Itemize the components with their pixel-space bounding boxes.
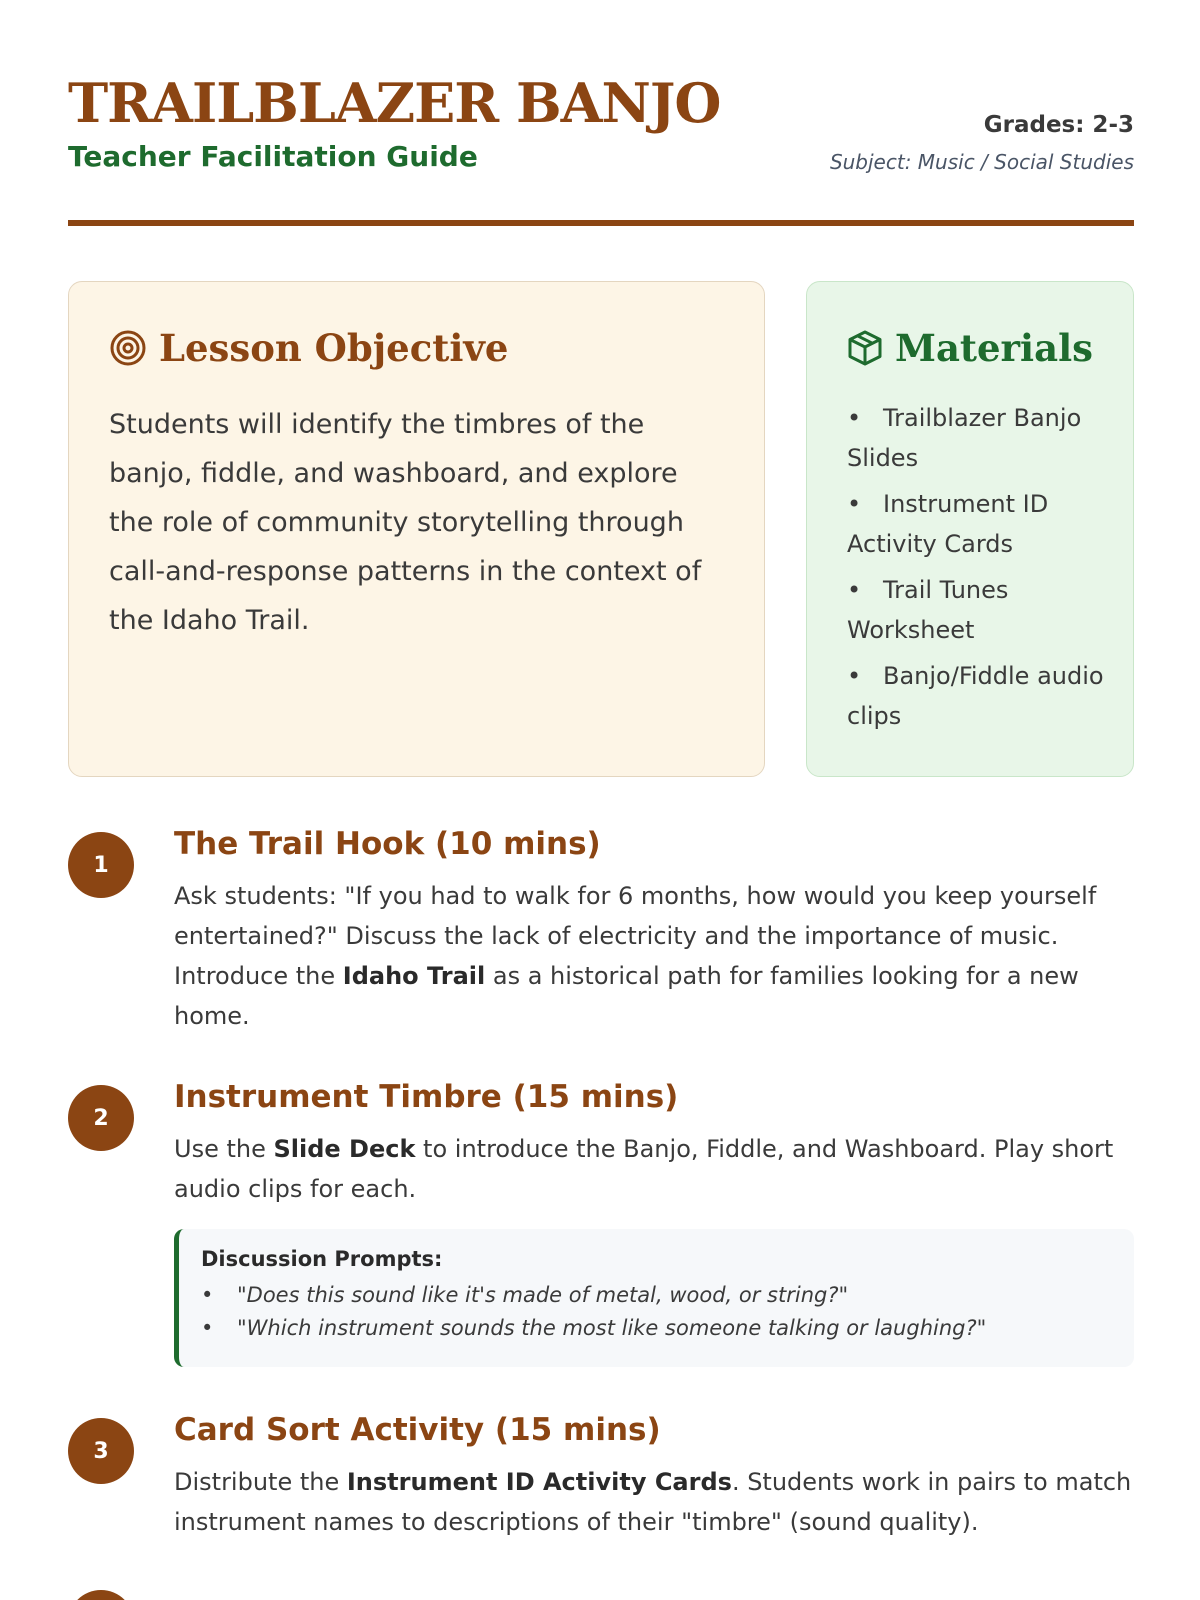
package-icon — [847, 329, 883, 367]
step-body — [174, 1410, 1134, 1542]
material-label: Banjo/Fiddle audio clips — [847, 662, 1104, 730]
material-label: Instrument ID Activity Cards — [847, 490, 1049, 558]
step-number-badge: 2 — [68, 1085, 134, 1151]
lesson-objective-title: Lesson Objective — [159, 326, 509, 370]
step-text-bold: Instrument ID Activity Cards — [346, 1468, 732, 1496]
step-text-part: as a historical path for families looking for a new home. — [174, 962, 1079, 1030]
step-body — [174, 1077, 1134, 1367]
lesson-objective-card — [68, 281, 765, 777]
material-label: Trailblazer Banjo Slides — [847, 404, 1082, 472]
prompt-text: "Does this sound like it's made of metal, wood, or string?" — [237, 1283, 849, 1307]
step-number-badge: 3 — [68, 1418, 134, 1484]
next-step-badge — [68, 1590, 134, 1600]
discussion-prompts — [174, 1229, 1134, 1367]
materials-list — [847, 398, 1117, 742]
target-icon — [109, 329, 147, 367]
list-item: • Trailblazer Banjo Slides — [847, 404, 1082, 472]
list-item: • "Which instrument sounds the most like someone talking or laughing?" — [201, 1316, 987, 1340]
lesson-objective-text: Students will identify the timbres of the banjo, fiddle, and washboard, and explore the role of community storytelling through call-and-response patterns in the context of the Idaho Trail. — [109, 409, 702, 636]
discussion-prompts-title: Discussion Prompts: — [201, 1247, 443, 1271]
page-subtitle: Teacher Facilitation Guide — [68, 140, 478, 173]
grades-label: Grades: 2-3 — [983, 112, 1134, 138]
step-text-part: Use the — [174, 1135, 274, 1163]
list-item: • Trail Tunes Worksheet — [847, 576, 1009, 644]
material-label: Trail Tunes Worksheet — [847, 576, 1009, 644]
step-text — [174, 1129, 1134, 1209]
step-text-part: . Students work in pairs to match instrument names to descriptions of their "timbre" (sound quality). — [174, 1468, 1132, 1536]
step-text — [174, 1462, 1134, 1542]
step-text-bold: Slide Deck — [273, 1135, 416, 1163]
list-item: • Instrument ID Activity Cards — [847, 490, 1049, 558]
step-body — [174, 824, 1134, 1036]
lesson-objective-header — [109, 326, 508, 370]
discussion-prompts-list — [201, 1279, 1112, 1345]
materials-header — [847, 326, 1093, 370]
step-text-part: Ask students: "If you had to walk for 6 months, how would you keep yourself entertained?" Discuss the lack of electricity and the importance of music. Introduce the — [174, 882, 1097, 990]
step-title: Card Sort Activity (15 mins) — [174, 1412, 661, 1448]
prompt-text: "Which instrument sounds the most like someone talking or laughing?" — [237, 1316, 987, 1340]
header — [68, 66, 1134, 226]
header-divider — [68, 220, 1134, 226]
page-title: TRAILBLAZER BANJO — [68, 71, 721, 135]
materials-title: Materials — [895, 326, 1093, 370]
step-text — [174, 876, 1134, 1036]
step-text-bold: Idaho Trail — [342, 962, 486, 990]
step-title: The Trail Hook (10 mins) — [174, 826, 601, 862]
step-title: Instrument Timbre (15 mins) — [174, 1079, 679, 1115]
materials-card — [806, 281, 1134, 777]
list-item: • "Does this sound like it's made of metal, wood, or string?" — [201, 1283, 849, 1307]
step-text-part: to introduce the Banjo, Fiddle, and Washboard. Play short audio clips for each. — [174, 1135, 1114, 1203]
list-item: • Banjo/Fiddle audio clips — [847, 662, 1104, 730]
lesson-meta — [830, 112, 1134, 174]
step-number-badge: 1 — [68, 832, 134, 898]
step-text-part: Distribute the — [174, 1468, 347, 1496]
subject-label: Subject: Music / Social Studies — [829, 150, 1134, 174]
